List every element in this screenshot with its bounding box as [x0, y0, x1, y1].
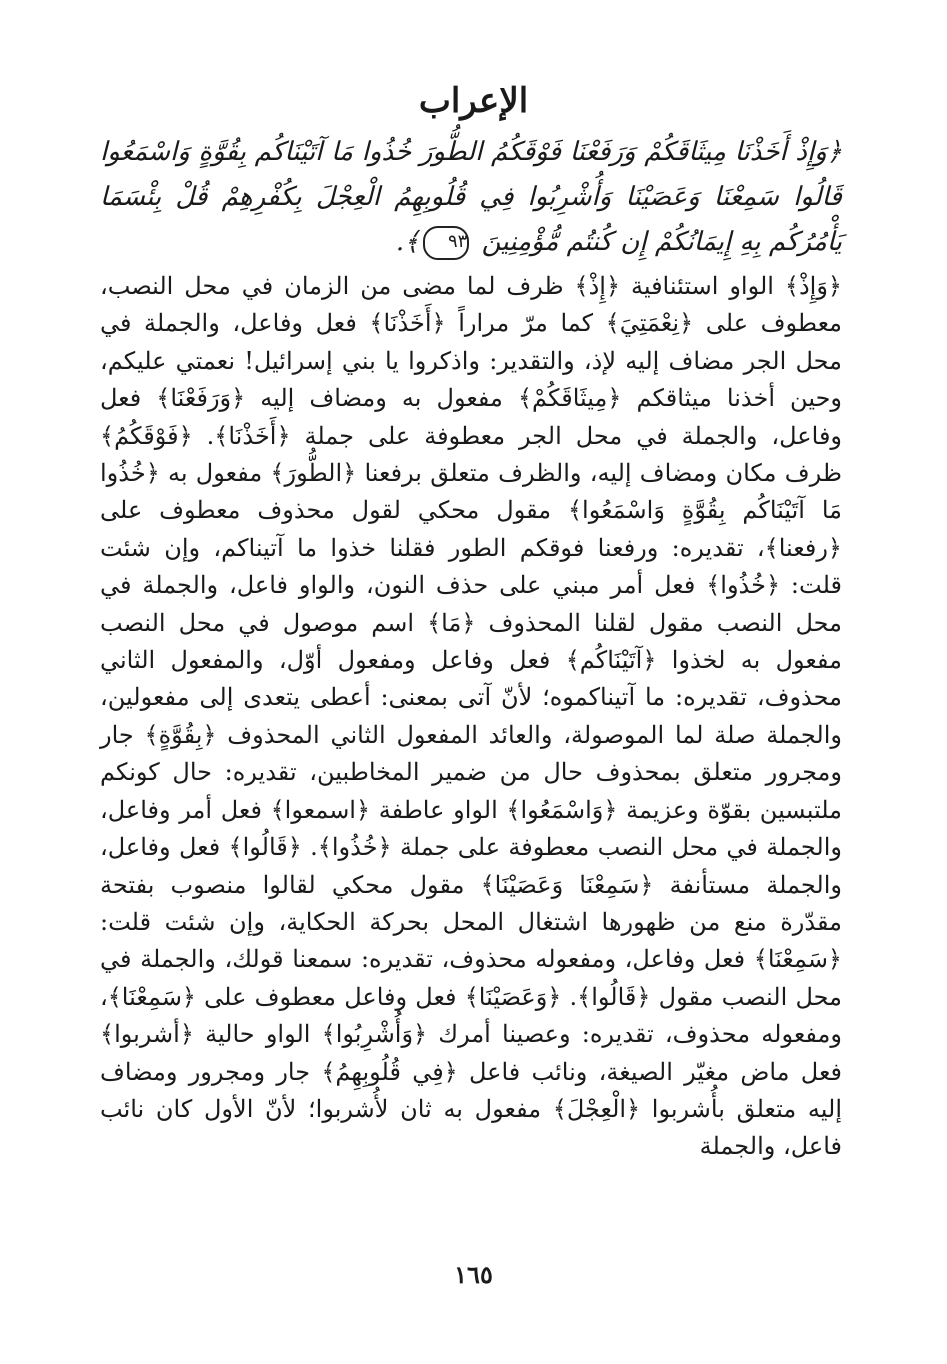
grammatical-analysis — [100, 268, 842, 1166]
commentary-paragraph: ﴿وَإِذْ﴾ الواو استئنافية ﴿إِذْ﴾ ظرف لما مضى من الزمان في محل النصب، معطوف على ﴿نِعْمَتِيَ﴾ كما مرّ مراراً ﴿أَخَذْنَا﴾ فعل وفاعل، والجملة في محل الجر مضاف إليه لإذ، والتقدير: واذكروا يا بني إسرائيل! نعمتي عليكم، وحين أخذنا ميثاقكم ﴿مِيثَاقَكُمْ﴾ مفعول به ومضاف إليه ﴿وَرَفَعْنَا﴾ فعل وفاعل، والجملة في محل الجر معطوفة على جملة ﴿أَخَذْنَا﴾. ﴿فَوْقَكُمُ﴾ ظرف مكان ومضاف إليه، والظرف متعلق برفعنا ﴿الطُّورَ﴾ مفعول به ﴿خُذُوا مَا آتَيْنَاكُم بِقُوَّةٍ وَاسْمَعُوا﴾ مقول محكي لقول محذوف معطوف على ﴿رفعنا﴾، تقديره: ورفعنا فوقكم الطور فقلنا خذوا ما آتيناكم، وإن شئت قلت: ﴿خُذُوا﴾ فعل أمر مبني على حذف النون، والواو فاعل، والجملة في محل النصب مقول لقلنا المحذوف ﴿مَا﴾ اسم موصول في محل النصب مفعول به لخذوا ﴿آتَيْنَاكُم﴾ فعل وفاعل ومفعول أوّل، والمفعول الثاني محذوف، تقديره: ما آتيناكموه؛ لأنّ آتى بمعنى: أعطى يتعدى إلى مفعولين، والجملة صلة لما الموصولة، والعائد المفعول الثاني المحذوف ﴿بِقُوَّةٍ﴾ جار ومجرور متعلق بمحذوف حال من ضمير المخاطبين، تقديره: حال كونكم ملتبسين بقوّة وعزيمة ﴿وَاسْمَعُوا﴾ الواو عاطفة ﴿اسمعوا﴾ فعل أمر وفاعل، والجملة في محل النصب معطوفة على جملة ﴿خُذُوا﴾. ﴿قَالُوا﴾ فعل وفاعل، والجملة مستأنفة ﴿سَمِعْنَا وَعَصَيْنَا﴾ مقول محكي لقالوا منصوب بفتحة مقدّرة منع من ظهورها اشتغال المحل بحركة الحكاية، وإن شئت قلت: ﴿سَمِعْنَا﴾ فعل وفاعل، ومفعوله محذوف، تقديره: سمعنا قولك، والجملة في محل النصب مقول ﴿قَالُوا﴾. ﴿وَعَصَيْنَا﴾ فعل وفاعل معطوف على ﴿سَمِعْنَا﴾، ومفعوله محذوف، تقديره: وعصينا أمرك ﴿وَأُشْرِبُوا﴾ الواو حالية ﴿أشربوا﴾ فعل ماض مغيّر الصيغة، ونائب فاعل ﴿فِي قُلُوبِهِمُ﴾ جار ومجرور ومضاف إليه متعلق بأُشربوا ﴿الْعِجْلَ﴾ مفعول به ثان لأُشربوا؛ لأنّ الأول كان نائب فاعل، والجملة — [100, 272, 843, 1161]
verse-number-badge: ٩٣ — [423, 226, 469, 260]
verse-end: ﴾. — [395, 227, 420, 257]
page-number: ١٦٥ — [454, 1260, 493, 1289]
page-title: الإعراب — [418, 81, 529, 121]
verse-text: ﴿وَإِذْ أَخَذْنَا مِيثَاقَكُمْ وَرَفَعْنَا فَوْقَكُمُ الطُّورَ خُذُوا مَا آتَيْنَاكُم بِقُوَّةٍ وَاسْمَعُوا قَالُوا سَمِعْنَا وَعَصَيْنَا وَأُشْرِبُوا فِي قُلُوبِهِمُ الْعِجْلَ بِكُفْرِهِمْ قُلْ بِئْسَمَا يَأْمُرُكُم بِهِ إِيمَانُكُمْ إِن كُنتُم مُّؤْمِنِينَ — [100, 137, 842, 257]
quran-verse — [100, 130, 842, 265]
